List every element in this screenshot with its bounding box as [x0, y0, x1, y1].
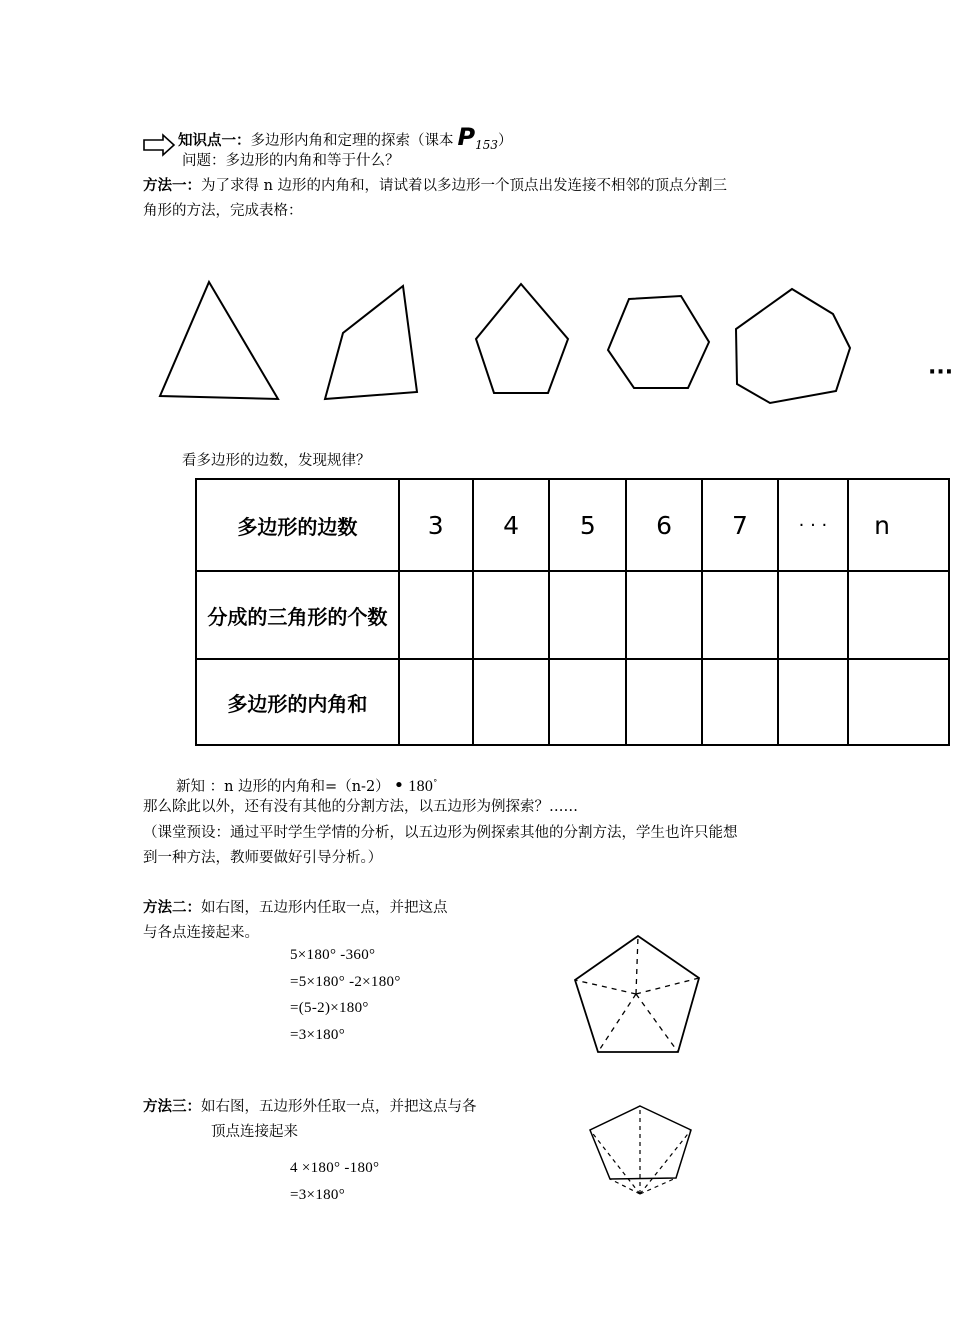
method2-line2: 与各点连接起来。: [143, 925, 259, 941]
table-cell[interactable]: [473, 571, 550, 659]
table-cell[interactable]: [848, 571, 949, 659]
pentagon-exterior-point-figure: [580, 1100, 700, 1200]
quadrilateral-shape: [325, 286, 417, 399]
method2-equation: =5×180° -2×180°: [290, 974, 401, 990]
ellipsis: ···: [928, 360, 953, 385]
note-line2: 到一种方法，教师要做好引导分析。）: [143, 850, 383, 866]
new-knowledge: [176, 773, 437, 797]
col-3: 3: [399, 479, 473, 571]
table-cell[interactable]: [399, 571, 473, 659]
table-row: [196, 479, 949, 571]
table-cell[interactable]: [778, 571, 848, 659]
note-line1: （课堂预设：通过平时学生学情的分析，以五边形为例探索其他的分割方法，学生也许只能想: [143, 825, 738, 841]
table-cell[interactable]: [549, 571, 626, 659]
method1-label: 方法一：: [143, 178, 201, 194]
page-ref-number: 153: [475, 137, 498, 152]
method3-label: 方法三：: [143, 1099, 201, 1115]
heading-close: ）: [498, 133, 513, 149]
pentagon-shape: [476, 284, 568, 393]
heading-bold: 知识点一：: [178, 133, 251, 149]
new-knowledge-text: 新知 ：n 边形的内角和=（n-2）: [176, 778, 390, 795]
table-cell[interactable]: [626, 571, 702, 659]
new-knowledge-value: 180: [408, 777, 434, 795]
explore-line: 那么除此以外，还有没有其他的分割方法，以五边形为例探索？……: [143, 799, 578, 815]
row-header-triangles: 分成的三角形的个数: [196, 571, 399, 659]
table-row: [196, 659, 949, 745]
question: 问题：多边形的内角和等于什么？: [182, 153, 400, 169]
pentagon-interior-point-figure: [565, 930, 715, 1060]
method2-equation: =(5-2)×180°: [290, 1000, 369, 1016]
col-n: n: [848, 479, 949, 571]
method3-line2: 顶点连接起来: [211, 1124, 298, 1140]
method2-line1: [143, 898, 448, 918]
hexagon-shape: [608, 296, 709, 388]
method1-line2: 角形的方法，完成表格：: [143, 203, 303, 219]
hollow-right-arrow-icon: [143, 134, 175, 156]
method3-equation: 4 ×180° -180°: [290, 1160, 380, 1176]
row-header-angle-sum: 多边形的内角和: [196, 659, 399, 745]
table-cell[interactable]: [399, 659, 473, 745]
method2-text1: 如右图，五边形内任取一点，并把这点: [201, 900, 448, 916]
multiply-dot: •: [393, 774, 405, 796]
degree-mark: °: [433, 778, 438, 787]
table-cell[interactable]: [549, 659, 626, 745]
table-row: [196, 571, 949, 659]
method2-equation: =3×180°: [290, 1027, 346, 1043]
heading-text: 多边形内角和定理的探索（课本: [250, 133, 454, 149]
page-ref: P: [457, 123, 476, 151]
col-ellipsis: · · ·: [778, 479, 848, 571]
method2-label: 方法二：: [143, 900, 201, 916]
method2-equation: 5×180° -360°: [290, 947, 376, 963]
row-header-sides: 多边形的边数: [196, 479, 399, 571]
method1-line1: [143, 176, 727, 196]
table-intro: 看多边形的边数，发现规律？: [182, 453, 371, 469]
table-cell[interactable]: [848, 659, 949, 745]
col-4: 4: [473, 479, 550, 571]
triangle-shape: [160, 282, 278, 399]
table-cell[interactable]: [702, 571, 778, 659]
col-6: 6: [626, 479, 702, 571]
table-cell[interactable]: [702, 659, 778, 745]
table-cell[interactable]: [778, 659, 848, 745]
col-7: 7: [702, 479, 778, 571]
heptagon-shape: [736, 289, 850, 403]
method3-text1: 如右图，五边形外任取一点，并把这点与各: [201, 1099, 477, 1115]
col-5: 5: [549, 479, 626, 571]
polygon-table: [195, 478, 950, 746]
method3-line1: [143, 1097, 477, 1117]
table-cell[interactable]: [473, 659, 550, 745]
method3-equation: =3×180°: [290, 1187, 346, 1203]
polygons-figure: [150, 270, 950, 415]
table-cell[interactable]: [626, 659, 702, 745]
method1-text1: 为了求得 n 边形的内角和，请试着以多边形一个顶点出发连接不相邻的顶点分割三: [201, 178, 728, 194]
